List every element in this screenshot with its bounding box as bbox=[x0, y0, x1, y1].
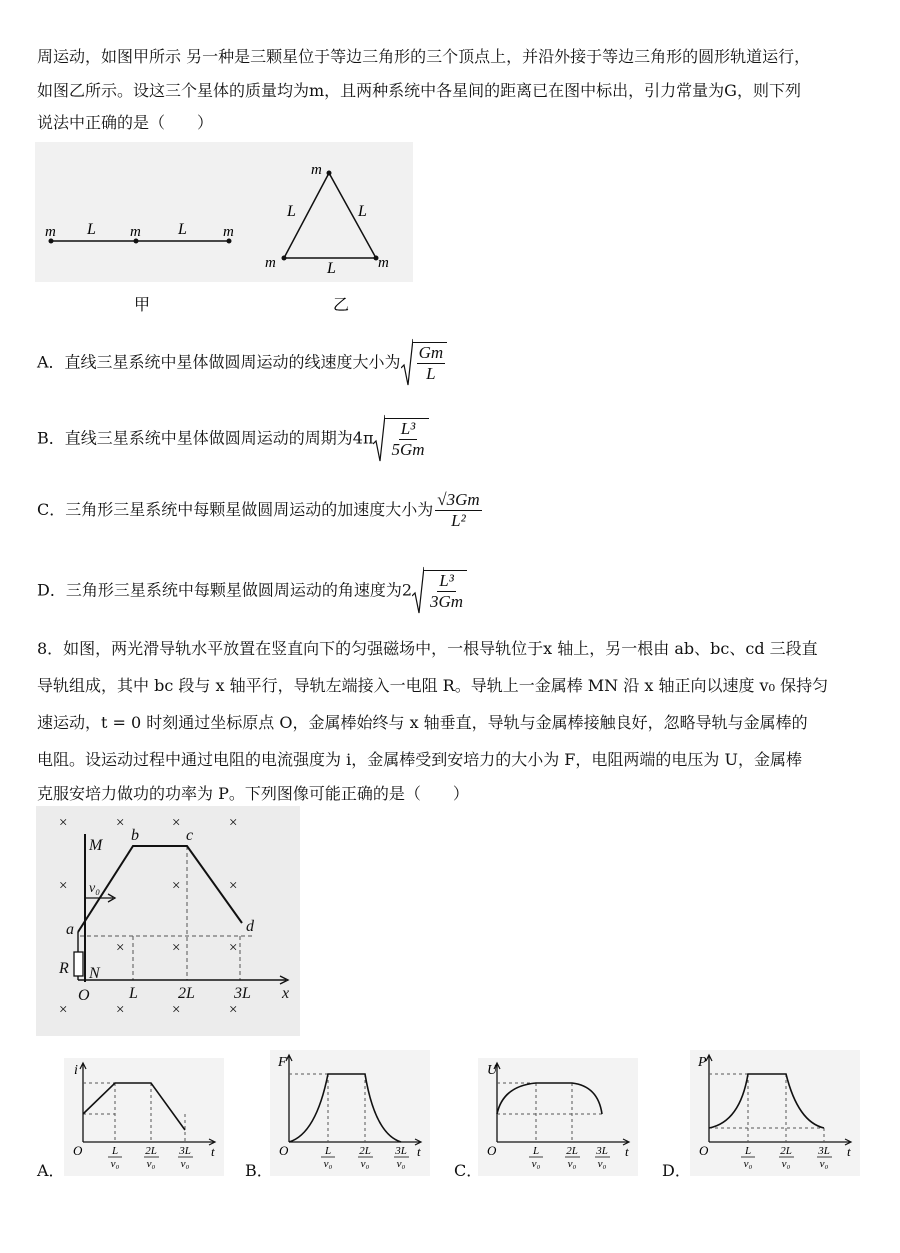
distance-label: L bbox=[87, 221, 96, 238]
field-cross: × bbox=[172, 815, 181, 831]
field-cross: × bbox=[229, 878, 238, 894]
field-cross: × bbox=[172, 940, 181, 956]
sqrt-expression bbox=[373, 414, 428, 464]
label-b: b bbox=[131, 827, 139, 844]
distance-label: L bbox=[287, 203, 296, 220]
label-c: c bbox=[186, 827, 194, 844]
option-a-text: A．直线三星系统中星体做圆周运动的线速度大小为 bbox=[37, 352, 401, 372]
tick-label: 2L bbox=[780, 1145, 792, 1157]
q8-line-5: 克服安培力做功的功率为 P。下列图像可能正确的是（ ） bbox=[37, 784, 469, 803]
origin-label: O bbox=[279, 1143, 289, 1158]
field-cross: × bbox=[229, 940, 238, 956]
tick-label: 3L bbox=[596, 1145, 608, 1157]
option-b bbox=[37, 414, 429, 464]
label-x: x bbox=[282, 985, 290, 1002]
q8-line-3: 速运动，t = 0 时刻通过坐标原点 O，金属棒始终与 x 轴垂直，导轨与金属棒接触良好，忽略导轨与金属棒的 bbox=[37, 713, 808, 732]
label-O: O bbox=[78, 987, 90, 1004]
sqrt-expression bbox=[412, 566, 467, 616]
label-M: M bbox=[89, 837, 103, 854]
field-cross: × bbox=[172, 878, 181, 894]
fraction-denominator: L bbox=[426, 364, 436, 383]
field-cross: × bbox=[59, 815, 68, 831]
q8-line-2: 导轨组成，其中 bc 段与 x 轴平行，导轨左端接入一电阻 R。导轨上一金属棒 MN 沿 x 轴正向以速度 v₀ 保持匀 bbox=[37, 676, 829, 695]
mass-label: m bbox=[45, 224, 56, 240]
graph-b bbox=[270, 1050, 430, 1176]
paragraph-line-1: 周运动，如图甲所示 另一种是三颗星位于等边三角形的三个顶点上，并沿外接于等边三角形的圆形轨道运行， bbox=[37, 47, 811, 66]
label-R: R bbox=[59, 960, 69, 977]
tick-label: 3L bbox=[818, 1145, 830, 1157]
y-axis-label: P bbox=[698, 1055, 707, 1070]
tick-label: v₀ bbox=[396, 1158, 406, 1170]
y-axis-label: i bbox=[74, 1063, 78, 1078]
label-a: a bbox=[66, 921, 74, 938]
caption-jia: 甲 bbox=[134, 297, 151, 314]
option-a bbox=[37, 338, 447, 388]
q8-line-4: 电阻。设运动过程中通过电阻的电流强度为 i，金属棒受到安培力的大小为 F，电阻两端的电压为 U，金属棒 bbox=[37, 750, 802, 769]
mass-label: m bbox=[130, 224, 141, 240]
origin-label: O bbox=[699, 1143, 709, 1158]
tick-label: 2L bbox=[566, 1145, 578, 1157]
field-cross: × bbox=[116, 815, 125, 831]
tick-label: L bbox=[111, 1145, 119, 1157]
mass-label: m bbox=[223, 224, 234, 240]
tick-label: v₀ bbox=[819, 1158, 829, 1170]
label-d: d bbox=[246, 918, 254, 935]
label-v0: v₀ bbox=[89, 881, 101, 896]
origin-label: O bbox=[73, 1143, 83, 1158]
graph-a bbox=[64, 1058, 224, 1176]
label-N: N bbox=[89, 965, 100, 982]
graph-d bbox=[690, 1050, 860, 1176]
t-axis-label: t bbox=[211, 1144, 215, 1159]
y-axis-label: U bbox=[487, 1063, 498, 1078]
tick-label: v₀ bbox=[180, 1158, 190, 1170]
tick-label: v₀ bbox=[743, 1158, 753, 1170]
paragraph-line-2: 如图乙所示。设这三个星体的质量均为m，且两种系统中各星间的距离已在图中标出，引力常量为G，则下列 bbox=[37, 81, 801, 100]
mass-label: m bbox=[265, 255, 276, 271]
field-cross: × bbox=[172, 1002, 181, 1018]
field-cross: × bbox=[59, 1002, 68, 1018]
fraction-numerator: L³ bbox=[439, 571, 454, 590]
option-d-text: D．三角形三星系统中每颗星做圆周运动的角速度为2 bbox=[37, 580, 413, 600]
tick-label: 2L bbox=[145, 1145, 157, 1157]
choice-label-d: D． bbox=[662, 1161, 691, 1180]
choice-label-a: A． bbox=[37, 1161, 65, 1180]
t-axis-label: t bbox=[847, 1144, 851, 1159]
fraction-numerator: √3Gm bbox=[437, 490, 480, 509]
paragraph-line-3: 说法中正确的是（ ） bbox=[37, 113, 214, 132]
choice-label-c: C． bbox=[454, 1161, 483, 1180]
tick-label: v₀ bbox=[146, 1158, 156, 1170]
fraction-numerator: Gm bbox=[418, 343, 444, 362]
field-cross: × bbox=[116, 940, 125, 956]
option-c-text: C．三角形三星系统中每颗星做圆周运动的加速度大小为 bbox=[37, 500, 434, 519]
t-axis-label: t bbox=[417, 1144, 421, 1159]
tick-label: v₀ bbox=[531, 1158, 541, 1170]
figure-rails bbox=[36, 806, 302, 1038]
mass-label: m bbox=[378, 255, 389, 271]
tick-label: v₀ bbox=[781, 1158, 791, 1170]
distance-label: L bbox=[327, 260, 336, 277]
distance-label: L bbox=[358, 203, 367, 220]
tick-label: v₀ bbox=[110, 1158, 120, 1170]
option-b-text: B．直线三星系统中星体做圆周运动的周期为4π bbox=[37, 428, 374, 448]
tick-label: v₀ bbox=[323, 1158, 333, 1170]
choice-label-b: B． bbox=[245, 1161, 273, 1180]
tick-label: 3L bbox=[179, 1145, 191, 1157]
label-2L: 2L bbox=[178, 985, 195, 1002]
y-axis-label: F bbox=[278, 1055, 287, 1070]
tick-label: v₀ bbox=[597, 1158, 607, 1170]
label-3L: 3L bbox=[234, 985, 251, 1002]
q8-line-1: 8．如图，两光滑导轨水平放置在竖直向下的匀强磁场中，一根导轨位于x 轴上，另一根由 ab、bc、cd 三段直 bbox=[37, 639, 818, 658]
tick-label: L bbox=[324, 1145, 332, 1157]
field-cross: × bbox=[229, 815, 238, 831]
fraction-denominator: 5Gm bbox=[391, 440, 425, 459]
field-cross: × bbox=[229, 1002, 238, 1018]
tick-label: L bbox=[532, 1145, 540, 1157]
graph-c bbox=[478, 1058, 638, 1176]
tick-label: L bbox=[744, 1145, 752, 1157]
tick-label: 3L bbox=[395, 1145, 407, 1157]
fraction-numerator: L³ bbox=[400, 419, 416, 438]
sqrt-expression bbox=[401, 338, 448, 388]
option-c bbox=[37, 490, 484, 531]
field-cross: × bbox=[59, 878, 68, 894]
fraction-denominator: 3Gm bbox=[430, 592, 464, 611]
tick-label: 2L bbox=[359, 1145, 371, 1157]
tick-label: v₀ bbox=[567, 1158, 577, 1170]
origin-label: O bbox=[487, 1143, 497, 1158]
option-d bbox=[37, 566, 467, 616]
fraction-denominator: L² bbox=[451, 511, 466, 530]
tick-label: v₀ bbox=[360, 1158, 370, 1170]
figure-three-star-systems bbox=[35, 140, 415, 320]
mass-label: m bbox=[311, 162, 322, 178]
t-axis-label: t bbox=[625, 1144, 629, 1159]
label-L: L bbox=[129, 985, 138, 1002]
distance-label: L bbox=[178, 221, 187, 238]
caption-yi: 乙 bbox=[333, 297, 350, 314]
field-cross: × bbox=[116, 1002, 125, 1018]
